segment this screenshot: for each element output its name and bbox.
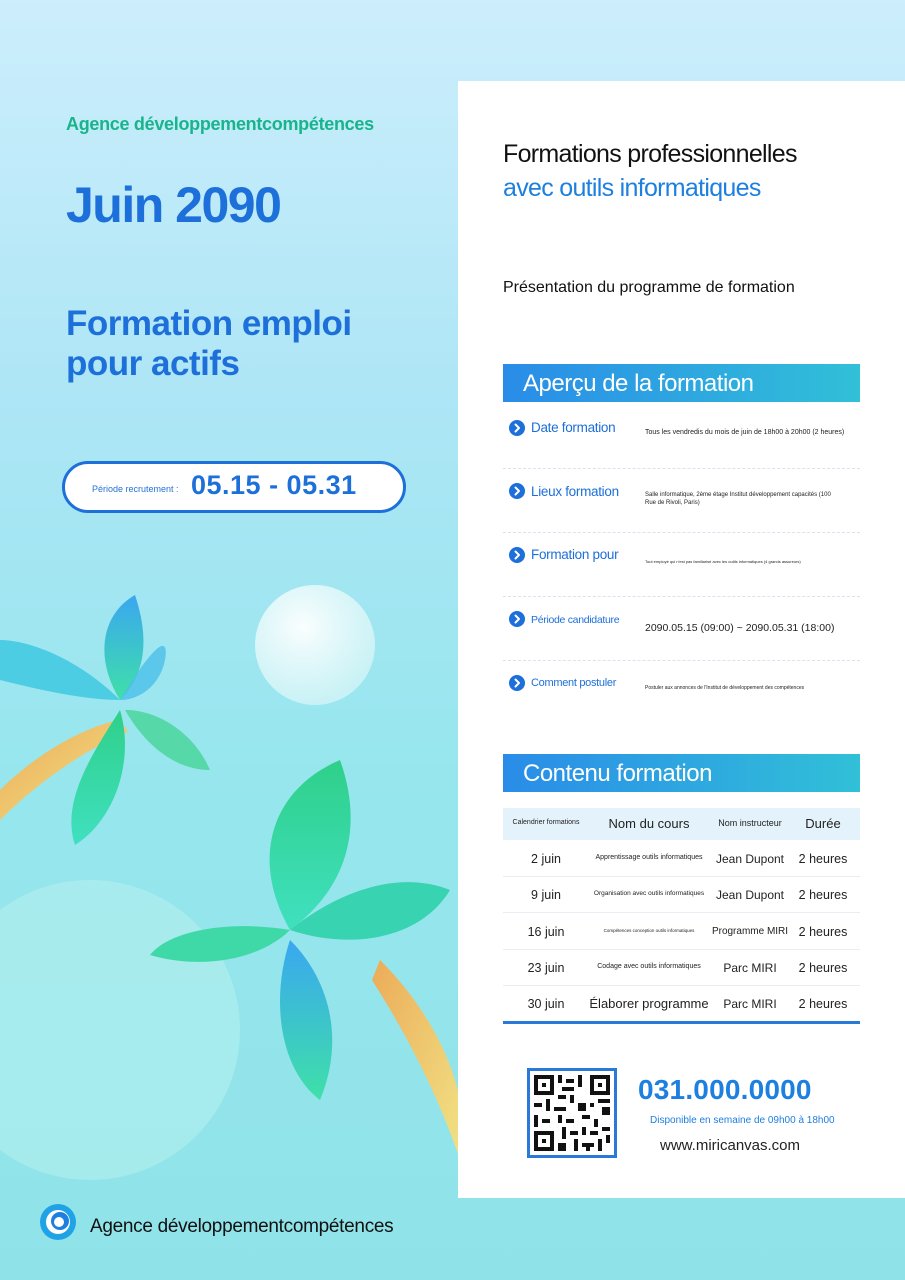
overview-value-date: Tous les vendredis du mois de juin de 18h00 à 20h00 (2 heures) [645, 429, 845, 436]
header-duration: Durée [805, 816, 841, 831]
poster-subtitle [66, 304, 426, 384]
cell-date: 16 juin [527, 925, 565, 939]
chevron-right-icon [509, 483, 525, 499]
overview-value-audience: Tout employé qui n'est pas familiarisé avec les outils informatiques (4 grands assureurs) [645, 559, 801, 564]
contact-availability: Disponible en semaine de 09h00 à 18h00 [650, 1115, 835, 1126]
overview-value-location: Salle informatique, 2ème étage Institut développement capacités (100 Rue de Rivoli, Paris) [645, 492, 831, 507]
row-divider [503, 660, 860, 661]
cell-duration: 2 heures [798, 997, 848, 1011]
table-row [503, 912, 860, 949]
schedule-table-header [503, 808, 860, 840]
header-schedule: Calendrier formations [512, 819, 580, 826]
chevron-right-icon [509, 547, 525, 563]
overview-value-how-to-apply: Postuler aux annonces de l'Institut de développement des compétences [645, 685, 805, 691]
cell-date: 9 juin [531, 888, 561, 902]
cell-course: Codage avec outils informatiques [597, 963, 701, 970]
cell-course: Compétences conception outils informatiques [603, 928, 695, 933]
recruitment-dates: 05.15 - 05.31 [191, 470, 357, 500]
event-month: Juin 2090 [66, 177, 281, 233]
table-bottom-rule [503, 1021, 860, 1024]
decorative-leaves-illustration [0, 560, 460, 1200]
row-divider [503, 468, 860, 469]
overview-label-application-period: Période candidature [531, 614, 620, 626]
cell-instructor: Parc MIRI [723, 997, 777, 1011]
overview-label-audience: Formation pour [531, 547, 619, 562]
cell-duration: 2 heures [798, 852, 848, 866]
header-instructor: Nom instructeur [718, 818, 782, 828]
row-divider [503, 596, 860, 597]
table-row [503, 840, 860, 876]
agency-name-footer: Agence développementcompétences [90, 1216, 394, 1237]
subtitle-line-2: pour actifs [66, 344, 240, 383]
cell-instructor: Jean Dupont [715, 852, 785, 866]
overview-label-date: Date formation [531, 420, 616, 435]
header-course: Nom du cours [608, 816, 690, 831]
chevron-right-icon [509, 675, 525, 691]
info-panel [458, 81, 905, 1198]
agency-name-top: Agence développementcompétences [66, 114, 374, 134]
cell-duration: 2 heures [798, 888, 848, 902]
contact-phone[interactable]: 031.000.0000 [638, 1074, 812, 1105]
agency-logo-icon [38, 1202, 78, 1242]
overview-value-application-period: 2090.05.15 (09:00) ~ 2090.05.31 (18:00) [645, 622, 835, 634]
content-title: Contenu formation [523, 760, 712, 787]
intro-text: Présentation du programme de formation [503, 279, 795, 296]
cell-duration: 2 heures [798, 925, 848, 939]
overview-section-bar [503, 364, 860, 402]
cell-duration: 2 heures [798, 961, 848, 975]
cell-instructor: Parc MIRI [723, 961, 777, 975]
chevron-right-icon [509, 420, 525, 436]
cell-instructor: Jean Dupont [715, 888, 785, 902]
table-row [503, 985, 860, 1021]
row-divider [503, 532, 860, 533]
cell-course: Organisation avec outils informatiques [593, 890, 705, 897]
cell-date: 2 juin [531, 852, 561, 866]
cell-course: Élaborer programme [589, 996, 709, 1011]
recruitment-label: Période recrutement : [92, 484, 179, 494]
contact-website[interactable]: www.miricanvas.com [660, 1137, 801, 1154]
qr-code-icon[interactable] [527, 1068, 617, 1158]
subtitle-line-1: Formation emploi [66, 304, 352, 343]
table-row [503, 876, 860, 912]
cell-course: Apprentissage outils informatiques [595, 854, 703, 861]
overview-label-location: Lieux formation [531, 484, 619, 499]
chevron-right-icon [509, 611, 525, 627]
content-section-bar [503, 754, 860, 792]
cell-date: 30 juin [527, 997, 565, 1011]
overview-label-how-to-apply: Comment postuler [531, 677, 617, 689]
heading-line-1: Formations professionnelles [503, 140, 797, 168]
overview-title: Aperçu de la formation [523, 370, 754, 397]
table-row [503, 949, 860, 985]
heading-line-2: avec outils informatiques [503, 174, 761, 202]
cell-instructor: Programme MIRI [711, 926, 789, 937]
cell-date: 23 juin [527, 961, 565, 975]
